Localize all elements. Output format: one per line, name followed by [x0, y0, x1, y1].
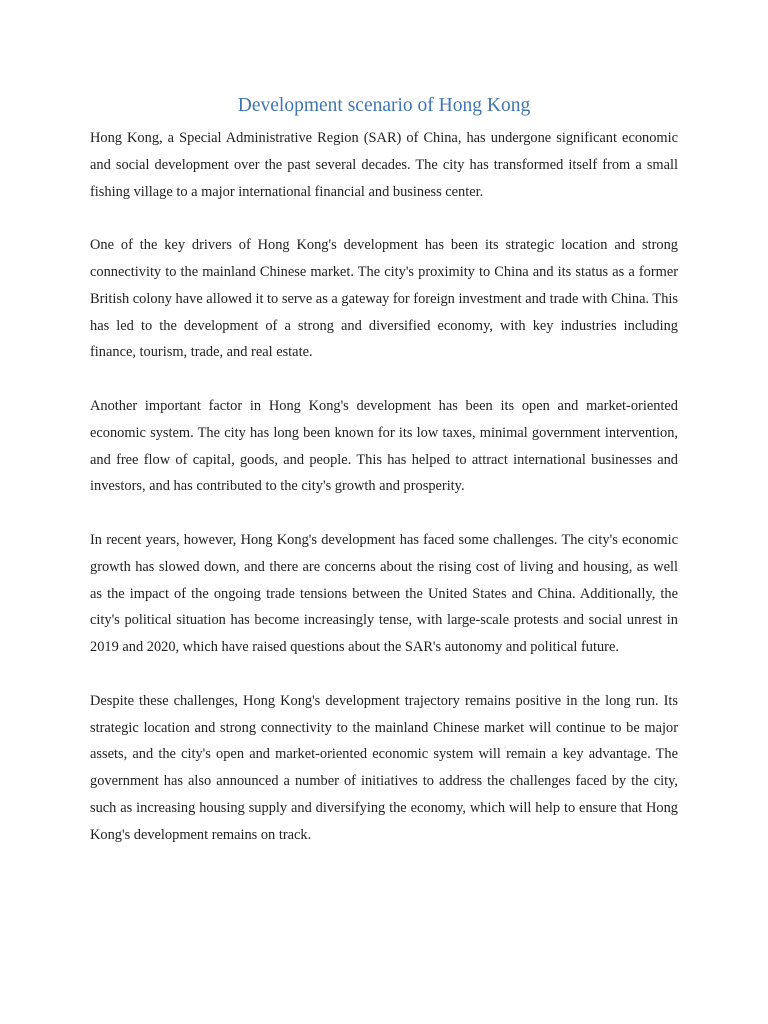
paragraph-economic-system: Another important factor in Hong Kong's development has been its open and market-oriented economic system. The city has long been known for its low taxes, minimal government intervention, and free flow of capital, goods, and people. This has helped to attract international businesses and investors, and has contributed to the city's growth and prosperity.	[90, 397, 678, 495]
paragraph-challenges: In recent years, however, Hong Kong's development has faced some challenges. The city's economic growth has slowed down, and there are concerns about the rising cost of living and housing, as well as the impact of the ongoing trade tensions between the United States and China. Additionally, the city's political situation has become increasingly tense, with large-scale protests and social unrest in 2019 and 2020, which have raised questions about the SAR's autonomy and political future.	[90, 531, 678, 656]
paragraph-intro: Hong Kong, a Special Administrative Region (SAR) of China, has undergone significant economic and social development over the past several decades. The city has transformed itself from a small fishing village to a major international financial and business center.	[90, 130, 678, 200]
paragraph-key-drivers: One of the key drivers of Hong Kong's development has been its strategic location and strong connectivity to the mainland Chinese market. The city's proximity to China and its status as a former British colony have allowed it to serve as a gateway for foreign investment and trade with China. This has led to the development of a strong and diversified economy, with key industries including finance, tourism, trade, and real estate.	[90, 237, 678, 361]
document-body	[90, 93, 678, 875]
document-title: Development scenario of Hong Kong	[237, 95, 531, 116]
paragraph-outlook: Despite these challenges, Hong Kong's development trajectory remains positive in the long run. Its strategic location and strong connectivity to the mainland Chinese market will continue to be major assets, and the city's open and market-oriented economic system will remain a key advantage. The government has also announced a number of initiatives to address the challenges faced by the city, such as increasing housing supply and diversifying the economy, which will help to ensure that Hong Kong's development remains on track.	[90, 692, 678, 843]
